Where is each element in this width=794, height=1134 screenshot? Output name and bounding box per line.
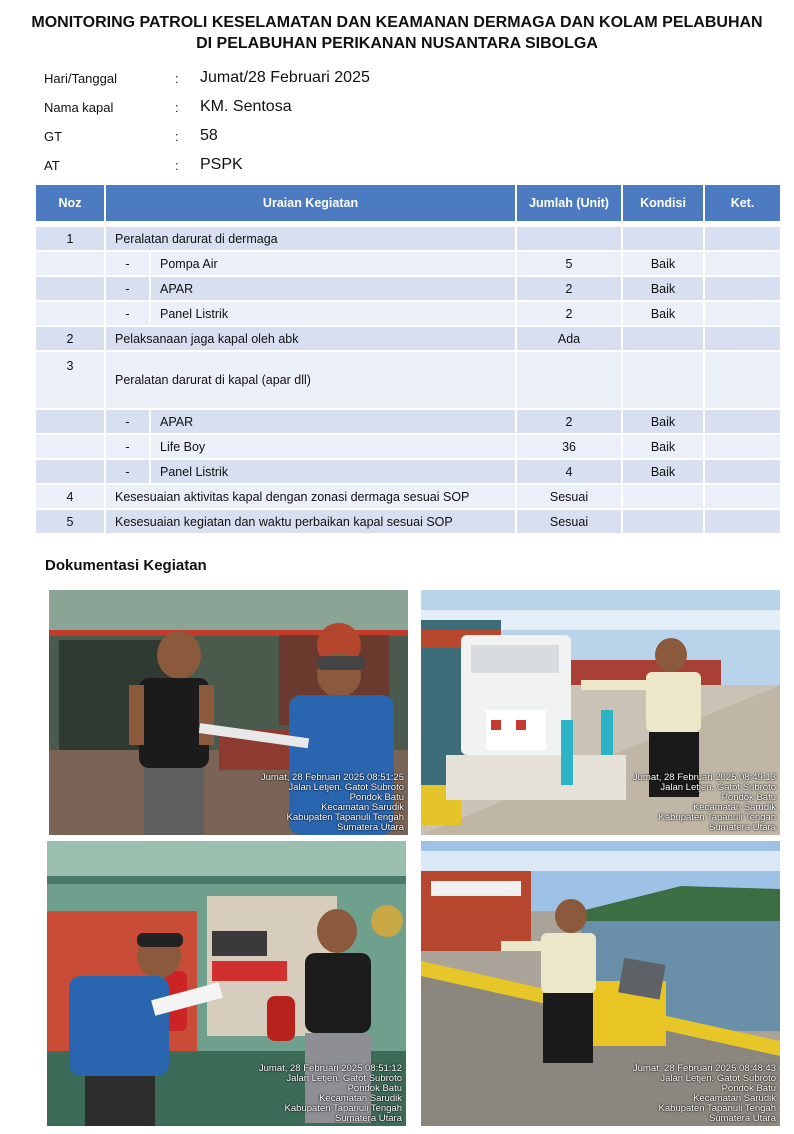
row-condition: Baik <box>623 275 705 300</box>
table-row <box>36 433 780 458</box>
meta-label: Hari/Tanggal <box>44 71 117 86</box>
row-number: 3 <box>36 350 106 408</box>
row-number: 2 <box>36 325 106 350</box>
meta-colon: : <box>175 158 179 173</box>
row-item: Life Boy <box>151 433 517 458</box>
table-row <box>36 350 780 408</box>
documentation-photo <box>49 590 408 835</box>
documentation-photo <box>421 590 780 835</box>
title-line-1: MONITORING PATROLI KESELAMATAN DAN KEAMANAN DERMAGA DAN KOLAM PELABUHAN <box>31 14 763 31</box>
table-row <box>36 325 780 350</box>
table-row <box>36 225 780 250</box>
row-condition: Baik <box>623 300 705 325</box>
title-line-2: DI PELABUHAN PERIKANAN NUSANTARA SIBOLGA <box>196 35 598 52</box>
row-dash: - <box>106 408 151 433</box>
table-row <box>36 483 780 508</box>
row-description: Peralatan darurat di dermaga <box>106 225 517 250</box>
meta-label: AT <box>44 158 60 173</box>
row-dash: - <box>106 300 151 325</box>
row-quantity: 2 <box>517 275 623 300</box>
table-row <box>36 458 780 483</box>
photo-timestamp: Jumat, 28 Februari 2025 08:48:43 Jalan Letjen. Gatot Subroto Pondok Batu Kecamatan Sarudik Kabupaten Tapanuli Tengah Sumatera Utara <box>632 1063 776 1124</box>
meta-label: Nama kapal <box>44 100 114 115</box>
row-quantity: 5 <box>517 250 623 275</box>
row-description: Peralatan darurat di kapal (apar dll) <box>106 350 517 408</box>
documentation-photo <box>421 841 780 1126</box>
row-condition: Baik <box>623 408 705 433</box>
row-description: Kesesuaian aktivitas kapal dengan zonasi dermaga sesuai SOP <box>106 483 517 508</box>
table-header-row <box>36 185 780 221</box>
meta-colon: : <box>175 71 179 86</box>
row-condition: Baik <box>623 433 705 458</box>
row-number: 4 <box>36 483 106 508</box>
documentation-photo <box>47 841 406 1126</box>
row-condition: Baik <box>623 458 705 483</box>
row-dash: - <box>106 250 151 275</box>
row-quantity: 2 <box>517 300 623 325</box>
header-quantity: Jumlah (Unit) <box>517 185 623 221</box>
meta-colon: : <box>175 100 179 115</box>
header-notes: Ket. <box>705 185 780 221</box>
photo-timestamp: Jumat, 28 Februari 2025 08:49:13 Jalan Letjen. Gatot Subroto Pondok Batu Kecamatan Sarudik Kabupaten Tapanuli Tengah Sumatera Utara <box>632 772 776 833</box>
row-item: Panel Listrik <box>151 458 517 483</box>
row-item: Panel Listrik <box>151 300 517 325</box>
row-quantity: Sesuai <box>517 508 623 533</box>
table-row <box>36 275 780 300</box>
row-dash: - <box>106 458 151 483</box>
row-quantity: 2 <box>517 408 623 433</box>
header-no: Noz <box>36 185 106 221</box>
photo-timestamp: Jumat, 28 Februari 2025 08:51:25 Jalan Letjen. Gatot Subroto Pondok Batu Kecamatan Sarudik Kabupaten Tapanuli Tengah Sumatera Utara <box>260 772 404 833</box>
table-row <box>36 508 780 533</box>
row-item: APAR <box>151 275 517 300</box>
row-dash: - <box>106 275 151 300</box>
row-quantity: Ada <box>517 325 623 350</box>
document-title <box>20 12 774 54</box>
row-number: 5 <box>36 508 106 533</box>
row-description: Pelaksanaan jaga kapal oleh abk <box>106 325 517 350</box>
row-description: Kesesuaian kegiatan dan waktu perbaikan kapal sesuai SOP <box>106 508 517 533</box>
row-quantity: Sesuai <box>517 483 623 508</box>
meta-colon: : <box>175 129 179 144</box>
meta-value: KM. Sentosa <box>200 98 292 115</box>
table-row <box>36 300 780 325</box>
meta-value: Jumat/28 Februari 2025 <box>200 69 370 86</box>
meta-value: 58 <box>200 127 218 144</box>
meta-value: PSPK <box>200 156 243 173</box>
row-item: Pompa Air <box>151 250 517 275</box>
row-item: APAR <box>151 408 517 433</box>
header-condition: Kondisi <box>623 185 705 221</box>
documentation-title: Dokumentasi Kegiatan <box>45 557 207 574</box>
row-condition: Baik <box>623 250 705 275</box>
row-number: 1 <box>36 225 106 250</box>
row-dash: - <box>106 433 151 458</box>
row-quantity: 4 <box>517 458 623 483</box>
activity-table <box>36 185 780 533</box>
header-description: Uraian Kegiatan <box>106 185 517 221</box>
row-quantity: 36 <box>517 433 623 458</box>
table-row <box>36 408 780 433</box>
meta-label: GT <box>44 129 63 144</box>
photo-timestamp: Jumat, 28 Februari 2025 08:51:12 Jalan Letjen. Gatot Subroto Pondok Batu Kecamatan Sarudik Kabupaten Tapanuli Tengah Sumatera Utara <box>258 1063 402 1124</box>
table-row <box>36 250 780 275</box>
